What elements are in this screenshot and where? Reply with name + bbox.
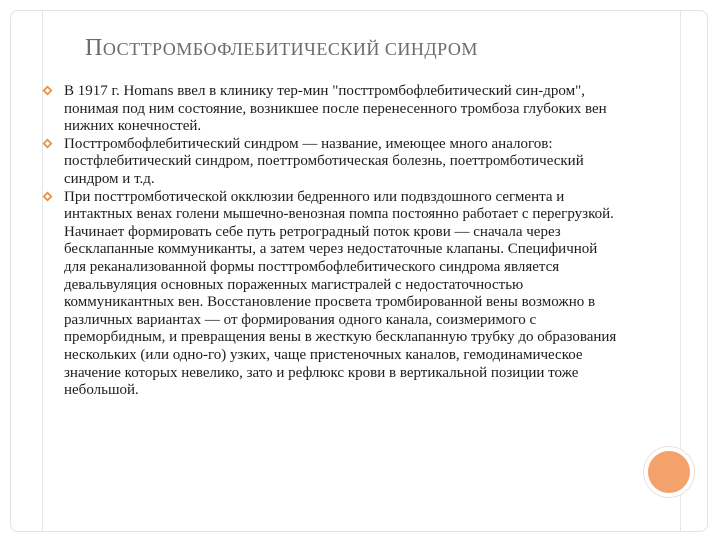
bullet-text: В 1917 г. Homans ввел в клинику тер-мин "посттромбофлебитический син-дром", понимая под ним состояние, возникшее после перенесенного тромбоза глубоких вен нижних конечностей.	[64, 83, 607, 135]
bullet-text: Посттромбофлебитический синдром — название, имеющее много аналогов: постфлебитический синдром, поеттромботическая болезнь, поеттромботический синдром и т.д.	[64, 135, 584, 187]
title-initial: П	[85, 35, 103, 61]
diamond-bullet-icon	[42, 191, 53, 202]
slide-title	[85, 35, 645, 62]
diamond-bullet-icon	[42, 85, 53, 96]
bullet-text: При посттромботической окклюзии бедренного или подвздошного сегмента и интактных венах голени мышечно-венозная помпа постоянно работает с перегрузкой. Начинает формировать себе путь ретроградный поток крови — сначала через бесклапанные коммуниканты, а затем через недостаточные клапаны. Специфичной для реканализованной формы посттромбофлебитического синдрома является девальвуляция основных пораженных магистралей с недостаточностью коммуникантных вен. Восстановление просвета тромбированной вены возможно в различных вариантах — от формирования одного канала, соизмеримого с преморбидным, и превращения вены в жесткую бесклапанную трубку до образования нескольких (или одно-го) узких, чаще пристеночных каналов, гемодинамическое значение которых невелико, зато и рефлюкс крови в вертикальной позиции тоже небольшой.	[64, 188, 617, 399]
bullet-item	[42, 189, 622, 400]
title-rest: ОСТТРОМБОФЛЕБИТИЧЕСКИЙ СИНДРОМ	[102, 39, 478, 59]
slide-content	[42, 83, 622, 400]
diamond-bullet-icon	[42, 138, 53, 149]
bullet-item	[42, 136, 622, 189]
bullet-item	[42, 83, 622, 136]
accent-circle	[644, 447, 694, 497]
